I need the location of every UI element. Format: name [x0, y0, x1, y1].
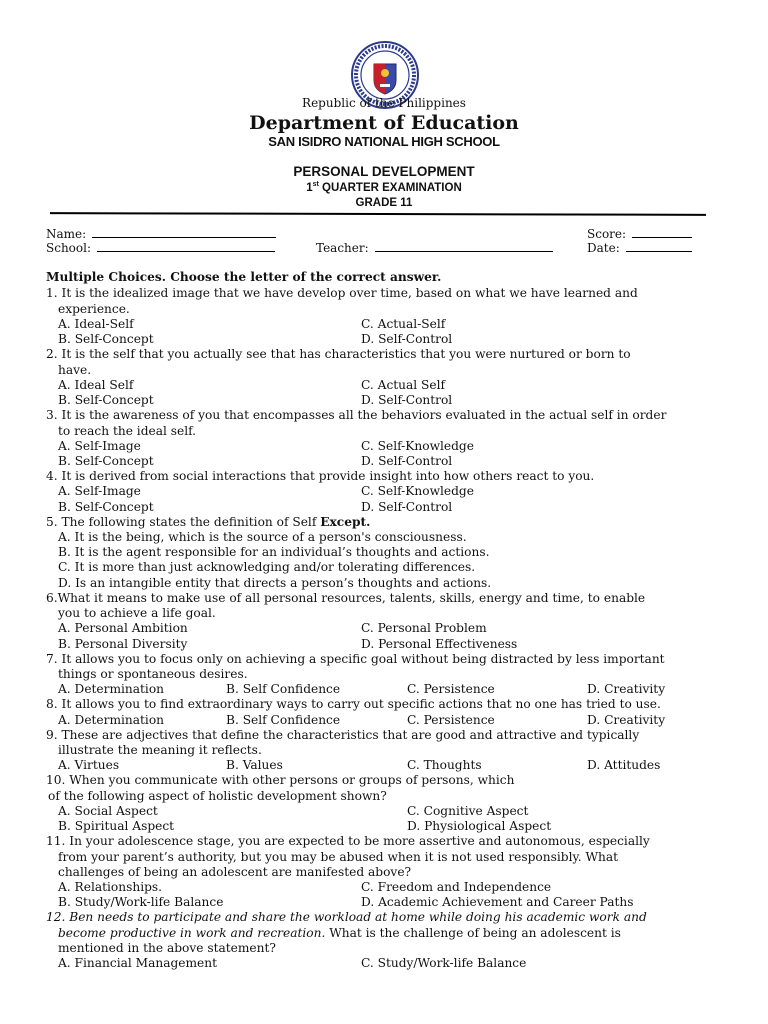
q9-option-a[interactable]: A. Virtues: [58, 758, 120, 772]
date-field[interactable]: [587, 241, 692, 255]
q10-option-d[interactable]: D. Physiological Aspect: [407, 819, 552, 833]
republic-line: Republic of the Philippines: [302, 96, 466, 110]
q2-option-a[interactable]: A. Ideal Self: [58, 378, 134, 392]
question-1-cont: experience.: [58, 302, 130, 316]
q1-option-c[interactable]: C. Actual-Self: [361, 317, 446, 331]
q10-option-c[interactable]: C. Cognitive Aspect: [407, 804, 529, 818]
question-6-cont: you to achieve a life goal.: [58, 606, 216, 620]
name-blank[interactable]: [92, 227, 276, 238]
q10-option-b[interactable]: B. Spiritual Aspect: [58, 819, 175, 833]
q11-option-d[interactable]: D. Academic Achievement and Career Paths: [361, 895, 634, 909]
q1-option-a[interactable]: A. Ideal-Self: [58, 317, 134, 331]
question-12: 12. Ben needs to participate and share the workload at home while doing his academic work and: [46, 910, 647, 924]
q10-option-a[interactable]: A. Social Aspect: [58, 804, 158, 818]
q11-option-a[interactable]: A. Relationships.: [58, 880, 163, 894]
subject-title: PERSONAL DEVELOPMENT: [293, 164, 475, 179]
question-6: 6.What it means to make use of all personal resources, talents, skills, energy and time, to enable: [46, 591, 646, 605]
question-11-cont-2: challenges of being an adolescent are manifested above?: [58, 865, 412, 879]
q6-option-b[interactable]: B. Personal Diversity: [58, 637, 188, 651]
question-2-cont: have.: [58, 363, 92, 377]
question-9: 9. These are adjectives that define the characteristics that are good and attractive and typically: [46, 728, 640, 742]
question-12-italic: become productive in work and recreation.: [58, 926, 326, 940]
q8-option-a[interactable]: A. Determination: [58, 713, 165, 727]
quarter-label: QUARTER EXAMINATION: [318, 181, 462, 194]
q4-option-d[interactable]: D. Self-Control: [361, 500, 453, 514]
question-8: 8. It allows you to find extraordinary ways to carry out specific actions that no one has tried to use.: [46, 697, 661, 711]
question-2: 2. It is the self that you actually see that has characteristics that you were nurtured or born to: [46, 347, 631, 361]
question-7: 7. It allows you to focus only on achieving a specific goal without being distracted by less important: [46, 652, 665, 666]
question-3: 3. It is the awareness of you that encompasses all the behaviors evaluated in the actual self in order: [46, 408, 667, 422]
quarter-suffix: st: [312, 181, 319, 188]
q5-option-c[interactable]: C. It is more than just acknowledging and/or tolerating differences.: [58, 560, 476, 574]
score-label: Score:: [587, 227, 627, 241]
date-label: Date:: [587, 241, 620, 255]
q12-option-a[interactable]: A. Financial Management: [58, 956, 218, 970]
q11-option-b[interactable]: B. Study/Work-life Balance: [58, 895, 224, 909]
q3-option-c[interactable]: C. Self-Knowledge: [361, 439, 474, 453]
question-3-cont: to reach the ideal self.: [58, 424, 197, 438]
question-5-except: Except.: [320, 515, 371, 529]
school-name: SAN ISIDRO NATIONAL HIGH SCHOOL: [268, 134, 500, 149]
q7-option-d[interactable]: D. Creativity: [587, 682, 666, 696]
instructions: Multiple Choices. Choose the letter of the correct answer.: [46, 270, 442, 284]
school-blank[interactable]: [97, 241, 275, 252]
teacher-field[interactable]: [316, 241, 553, 255]
grade-level: GRADE 11: [355, 197, 413, 209]
q3-option-a[interactable]: A. Self-Image: [58, 439, 141, 453]
question-11-cont-1: from your parent’s authority, but you may be abused when it is not used responsibly. What: [58, 850, 619, 864]
q8-option-c[interactable]: C. Persistence: [407, 713, 495, 727]
exam-title: [0, 181, 768, 194]
q5-option-d[interactable]: D. Is an intangible entity that directs a person’s thoughts and actions.: [58, 576, 492, 590]
q6-option-d[interactable]: D. Personal Effectiveness: [361, 637, 518, 651]
q3-option-d[interactable]: D. Self-Control: [361, 454, 453, 468]
question-5: [46, 515, 370, 530]
q5-option-b[interactable]: B. It is the agent responsible for an individual’s thoughts and actions.: [58, 545, 490, 559]
q6-option-c[interactable]: C. Personal Problem: [361, 621, 487, 635]
school-label: School:: [46, 241, 91, 255]
q2-option-c[interactable]: C. Actual Self: [361, 378, 446, 392]
teacher-label: Teacher:: [316, 241, 369, 255]
quarter-number: 1: [306, 181, 313, 194]
question-10: 10. When you communicate with other persons or groups of persons, which: [46, 773, 515, 787]
date-blank[interactable]: [626, 241, 692, 252]
q7-option-b[interactable]: B. Self Confidence: [226, 682, 341, 696]
name-field[interactable]: [46, 227, 276, 241]
question-12-cont-2: mentioned in the above statement?: [58, 941, 276, 955]
department-title: Department of Education: [249, 112, 519, 134]
q1-option-b[interactable]: B. Self-Concept: [58, 332, 154, 346]
q6-option-a[interactable]: A. Personal Ambition: [58, 621, 188, 635]
q7-option-a[interactable]: A. Determination: [58, 682, 165, 696]
q4-option-b[interactable]: B. Self-Concept: [58, 500, 154, 514]
q4-option-c[interactable]: C. Self-Knowledge: [361, 484, 474, 498]
question-12-rest: What is the challenge of being an adolescent is: [325, 926, 621, 940]
q9-option-c[interactable]: C. Thoughts: [407, 758, 482, 772]
q2-option-b[interactable]: B. Self-Concept: [58, 393, 154, 407]
question-11: 11. In your adolescence stage, you are expected to be more assertive and autonomous, especially: [46, 834, 650, 848]
question-5-text: 5. The following states the definition of Self: [46, 515, 321, 529]
question-10-cont: of the following aspect of holistic development shown?: [48, 789, 387, 803]
name-label: Name:: [46, 227, 87, 241]
q8-option-d[interactable]: D. Creativity: [587, 713, 666, 727]
question-12-cont-1: [58, 926, 621, 941]
q1-option-d[interactable]: D. Self-Control: [361, 332, 453, 346]
q5-option-a[interactable]: A. It is the being, which is the source of a person's consciousness.: [58, 530, 467, 544]
teacher-blank[interactable]: [375, 241, 553, 252]
q3-option-b[interactable]: B. Self-Concept: [58, 454, 154, 468]
score-field[interactable]: [587, 227, 692, 241]
question-7-cont: things or spontaneous desires.: [58, 667, 248, 681]
q12-option-c[interactable]: C. Study/Work-life Balance: [361, 956, 527, 970]
question-9-cont: illustrate the meaning it reflects.: [58, 743, 262, 757]
q8-option-b[interactable]: B. Self Confidence: [226, 713, 341, 727]
school-field[interactable]: [46, 241, 275, 255]
q7-option-c[interactable]: C. Persistence: [407, 682, 495, 696]
q11-option-c[interactable]: C. Freedom and Independence: [361, 880, 552, 894]
q9-option-d[interactable]: D. Attitudes: [587, 758, 661, 772]
question-1: 1. It is the idealized image that we have develop over time, based on what we have learned and: [46, 286, 638, 300]
question-4: 4. It is derived from social interactions that provide insight into how others react to you.: [46, 469, 595, 483]
q4-option-a[interactable]: A. Self-Image: [58, 484, 141, 498]
header-divider: [50, 212, 706, 216]
q9-option-b[interactable]: B. Values: [226, 758, 283, 772]
score-blank[interactable]: [632, 227, 692, 238]
q2-option-d[interactable]: D. Self-Control: [361, 393, 453, 407]
